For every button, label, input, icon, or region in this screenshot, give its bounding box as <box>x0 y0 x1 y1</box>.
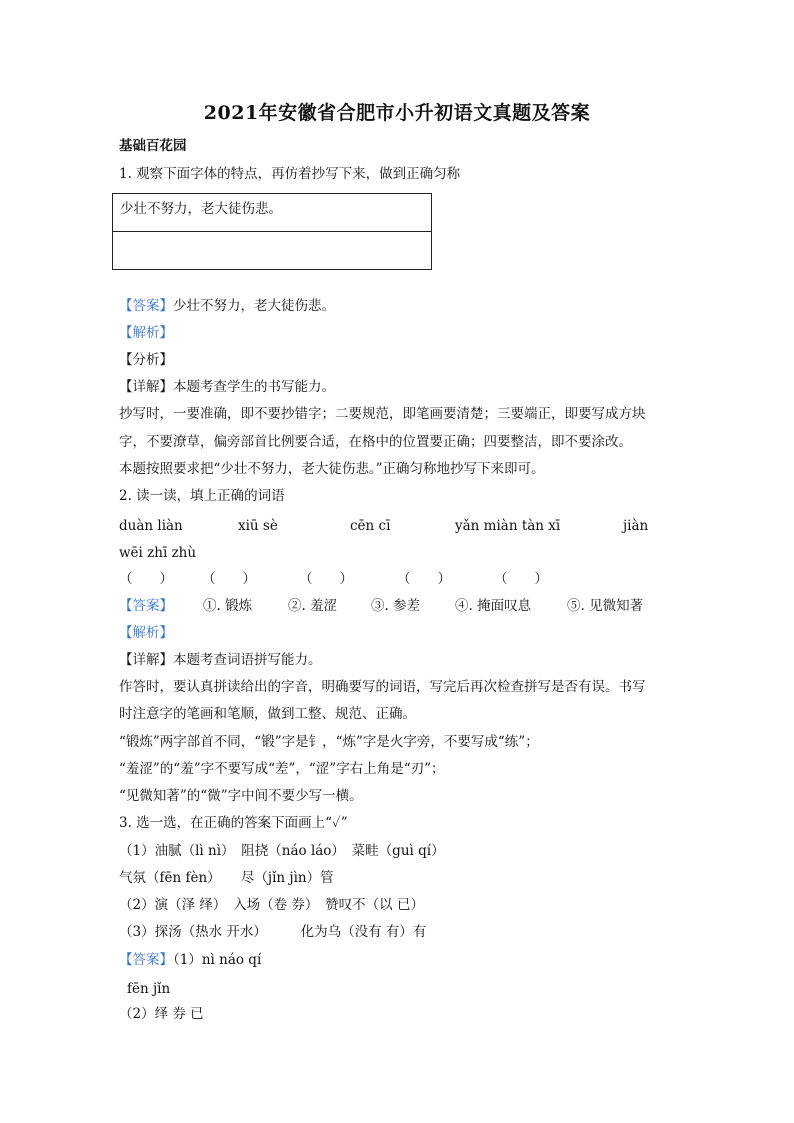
q3-line-1: （1）油腻（lì nì） 阻挠（náo láo） 菜畦（guì qí） <box>119 843 445 859</box>
q3-line-4: （3）探汤（热水 开水） 化为乌（没有 有）有 <box>119 924 427 940</box>
paren-5: （ ） <box>494 571 548 587</box>
q1-detail <box>119 377 335 397</box>
q3-line-2: 气氛（fēn fèn） 尽（jǐn jìn）管 <box>119 870 334 886</box>
q3-answer-tag: 【答案】 <box>119 952 173 968</box>
q3-answer <box>119 950 261 970</box>
section-heading: 基础百花园 <box>119 138 187 154</box>
paren-1: （ ） <box>119 571 173 587</box>
detail-tag: 【详解】 <box>119 379 173 395</box>
q2-detail-text: 本题考查词语拼写能力。 <box>173 652 322 668</box>
q1-answer <box>119 296 335 316</box>
page-title: 2021年安徽省合肥市小升初语文真题及答案 <box>203 102 591 124</box>
paren-2: （ ） <box>202 571 256 587</box>
q2-paragraph-2: 时注意字的笔画和笔顺，做到工整、规范、正确。 <box>119 706 416 722</box>
q1-paragraph-2: 字，不要潦草，偏旁部首比例要合适，在格中的位置要正确；四要整洁，即不要涂改。 <box>119 434 632 450</box>
q1-fenxi: 【分析】 <box>119 352 173 368</box>
q2-detail-tag: 【详解】 <box>119 652 173 668</box>
pinyin-3: cēn cī <box>350 518 391 534</box>
q2-answer-1: ①. 锻炼 <box>203 598 253 614</box>
paren-4: （ ） <box>397 571 451 587</box>
q3-line-3: （2）演（泽 绎） 入场（卷 券） 赞叹不（以 已） <box>119 897 424 913</box>
pinyin-4: yǎn miàn tàn xī <box>455 518 561 534</box>
paren-3: （ ） <box>299 571 353 587</box>
pinyin-1: duàn liàn <box>119 518 183 534</box>
q3-answer-2: fēn jǐn <box>127 981 171 997</box>
q2-answer-3: ③. 参差 <box>371 598 421 614</box>
pinyin-2: xiū sè <box>238 518 278 534</box>
copy-box-sample: 少壮不努力，老大徒伤悲。 <box>113 194 431 232</box>
q2-detail <box>119 650 322 670</box>
q3-answer-3: （2）绎 券 已 <box>119 1006 204 1022</box>
pinyin-5: jiàn <box>623 518 649 534</box>
q2-answer-4: ④. 掩面叹息 <box>455 598 532 614</box>
q1-paragraph-1: 抄写时，一要准确，即不要抄错字；二要规范，即笔画要清楚；三要端正，即要写成方块 <box>119 406 646 422</box>
answer-tag: 【答案】 <box>119 298 173 314</box>
q3-answer-1: （1）nì náo qí <box>173 952 262 968</box>
copy-box <box>112 193 432 270</box>
q2-answer-tag: 【答案】 <box>119 598 173 614</box>
q2-pinyin-cont: wēi zhī zhù <box>119 545 197 561</box>
q1-analysis-tag: 【解析】 <box>119 325 173 341</box>
detail-text: 本题考查学生的书写能力。 <box>173 379 335 395</box>
q2-prompt: 2. 读一读，填上正确的词语 <box>119 488 285 504</box>
q2-answer-2: ②. 羞涩 <box>288 598 338 614</box>
q1-prompt: 1. 观察下面字体的特点，再仿着抄写下来，做到正确匀称 <box>119 166 461 182</box>
q2-paragraph-4: “羞涩”的“羞”字不要写成“差”，“涩”字右上角是“刃”； <box>119 761 445 777</box>
q2-paragraph-5: “见微知著”的“微”字中间不要少写一横。 <box>119 788 363 804</box>
q2-answer-5: ⑤. 见微知著 <box>567 598 644 614</box>
q3-prompt: 3. 选一选，在正确的答案下面画上“✓” <box>119 815 348 831</box>
q2-analysis-tag: 【解析】 <box>119 625 173 641</box>
q1-paragraph-3: 本题按照要求把“少壮不努力，老大徒伤悲。”正确匀称地抄写下来即可。 <box>119 461 545 477</box>
q2-paragraph-3: “锻炼”两字部首不同，“锻”字是钅，“炼”字是火字旁，不要写成“练”； <box>119 734 539 750</box>
q2-paragraph-1: 作答时，要认真拼读给出的字音，明确要写的词语，写完后再次检查拼写是否有误。书写 <box>119 679 646 695</box>
answer-text: 少壮不努力，老大徒伤悲。 <box>173 298 335 314</box>
